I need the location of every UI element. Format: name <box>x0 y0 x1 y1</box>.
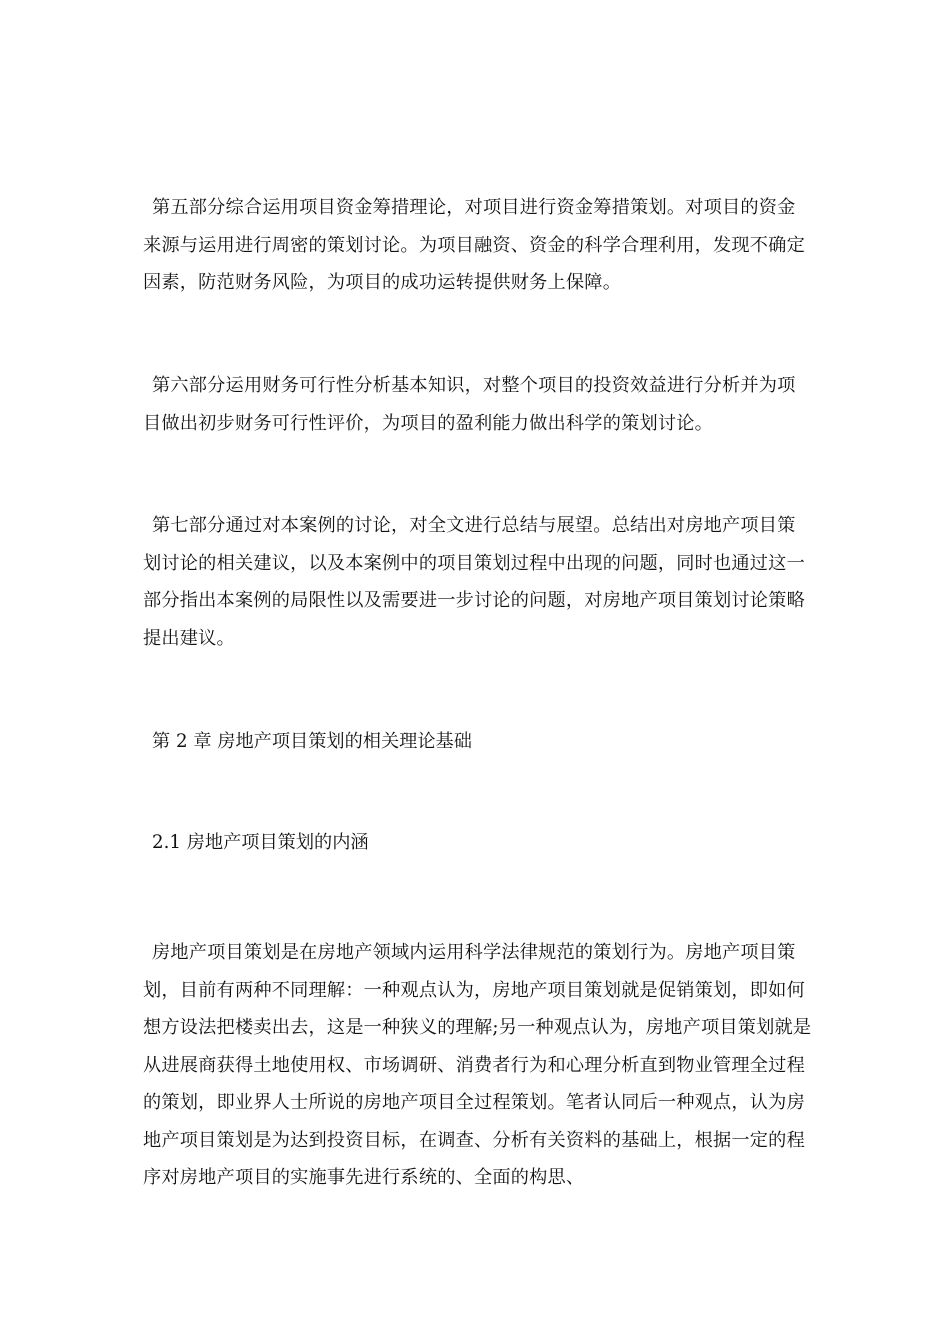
paragraph-part-five-text: 第五部分综合运用项目资金筹措理论，对项目进行资金筹措策划。对项目的资金来源与运用进行周密的策划讨论。为项目融资、资金的科学合理利用，发现不确定因素，防范财务风险，为项目的成功运转提供财务上保障。 <box>143 197 805 293</box>
paragraph-part-seven-text: 第七部分通过对本案例的讨论，对全文进行总结与展望。总结出对房地产项目策划讨论的相关建议，以及本案例中的项目策划过程中出现的问题，同时也通过这一部分指出本案例的局限性以及需要进一步讨论的问题，对房地产项目策划讨论策略提出建议。 <box>143 515 805 649</box>
chapter-heading: 第 2 章 房地产项目策划的相关理论基础 <box>152 731 472 752</box>
paragraph-section-2-1-text: 房地产项目策划是在房地产领域内运用科学法律规范的策划行为。房地产项目策划，目前有两种不同理解：一种观点认为，房地产项目策划就是促销策划，即如何想方设法把楼卖出去，这是一种狭义的理解;另一种观点认为，房地产项目策划就是从进展商获得土地使用权、市场调研、消费者行为和心理分析直到物业管理全过程的策划，即业界人士所说的房地产项目全过程策划。笔者认同后一种观点，认为房地产项目策划是为达到投资目标，在调查、分析有关资料的基础上，根据一定的程序对房地产项目的实施事先进行系统的、全面的构思、 <box>143 942 812 1188</box>
paragraph-part-six-text: 第六部分运用财务可行性分析基本知识，对整个项目的投资效益进行分析并为项目做出初步财务可行性评价，为项目的盈利能力做出科学的策划讨论。 <box>143 375 796 434</box>
paragraph-part-seven <box>143 507 813 657</box>
paragraph-part-six <box>143 367 813 442</box>
section-heading: 2.1 房地产项目策划的内涵 <box>152 832 369 853</box>
paragraph-part-five <box>143 189 813 302</box>
paragraph-section-2-1 <box>143 934 813 1197</box>
